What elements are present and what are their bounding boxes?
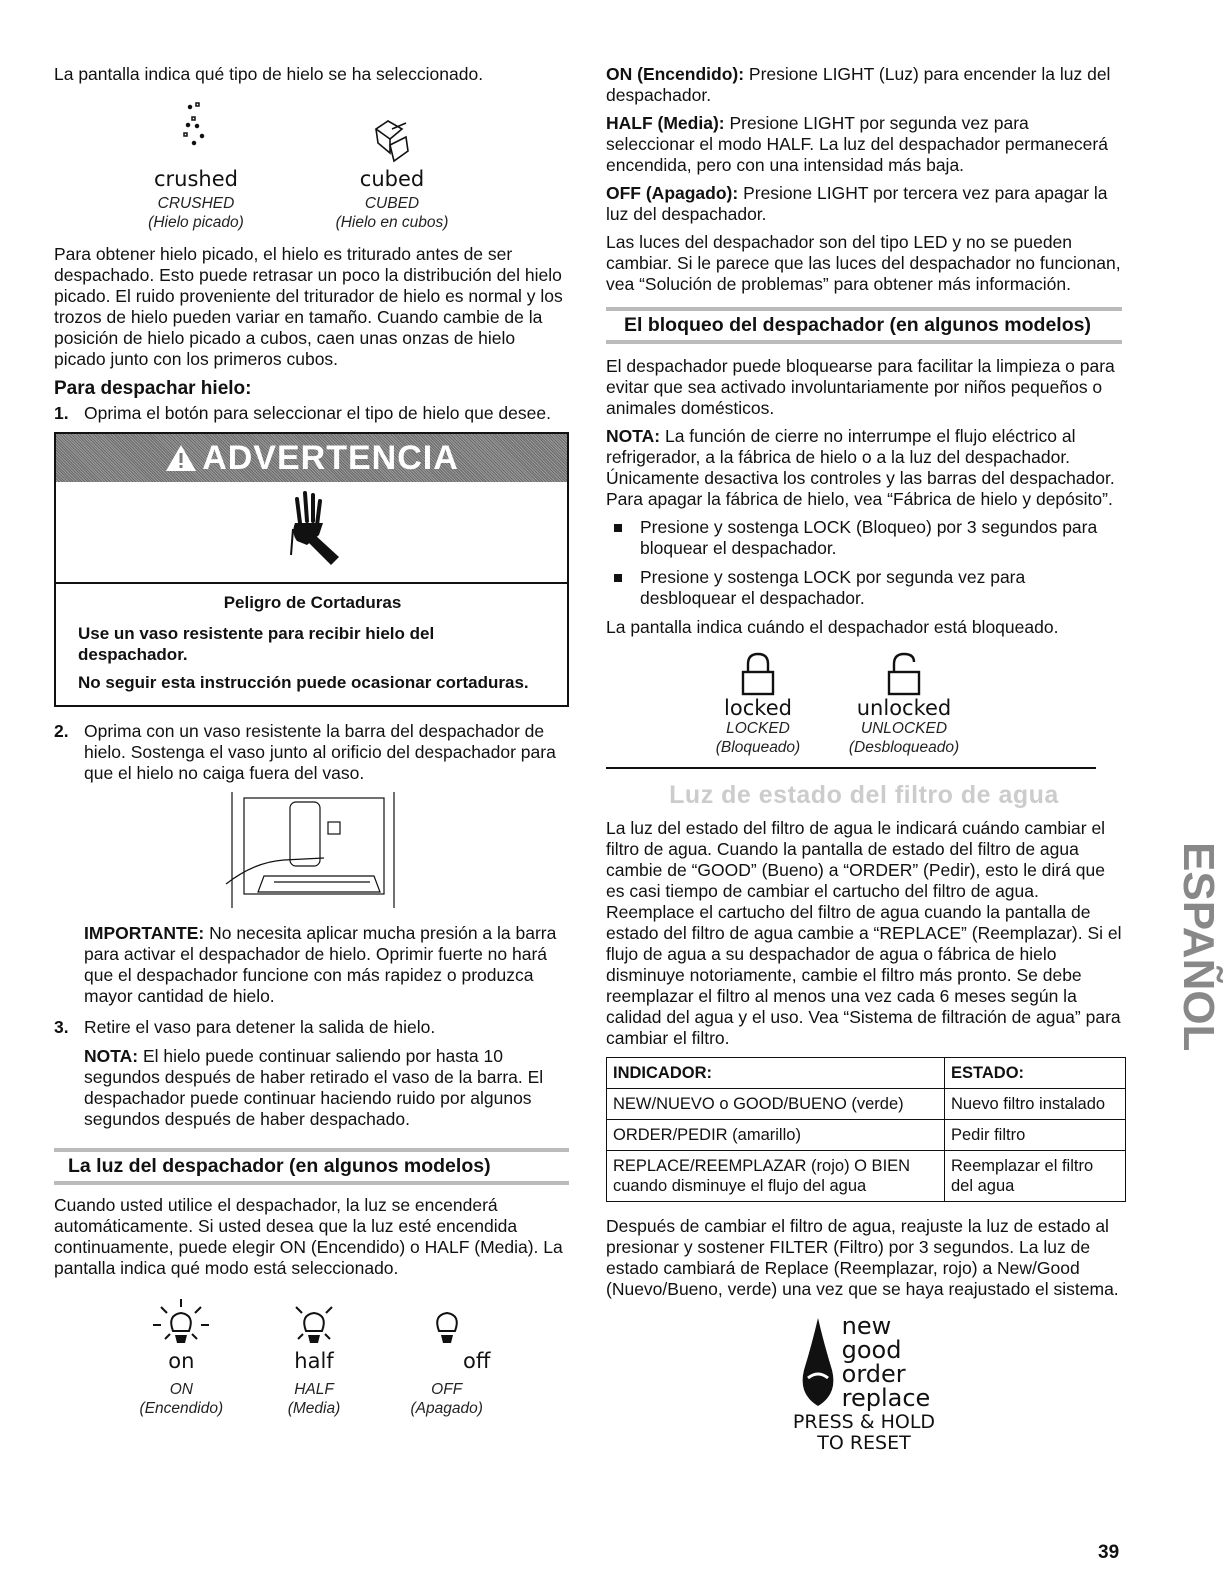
warning-title: ADVERTENCIA [202,438,459,477]
unlocked-icon [884,650,924,698]
table-cell: REPLACE/REEMPLAZAR (rojo) O BIEN cuando disminuye el flujo del agua [607,1151,945,1202]
locked-icon [738,650,778,698]
light-half-label: half [294,1349,334,1373]
ice-icons [124,99,464,232]
step-3 [54,1017,569,1038]
reset-paragraph: Después de cambiar el filtro de agua, reajuste la luz de estado al presionar y sostener FILTER (Filtro) por 3 segundos. La luz de estado cambiará de Replace (Reemplazar, rojo) a New/Good (Nuevo/Bueno, verde) una vez que se haya reajustado el sistema. [606,1216,1119,1299]
off-paragraph [606,183,1122,225]
filter-title: Luz de estado del filtro de agua [669,781,1059,809]
filter-drop-icon [798,1314,838,1410]
lock-note [606,426,1122,510]
important-text: No necesita aplicar mucha presión a la barra para activar el despachador de hielo. Oprimir fuerte no hará que el despachador funcione con más rapidez o produzca mayor cantidad de hielo. [84,923,557,1006]
lock-bullet-2-text: Presione y sostenga LOCK por segunda vez para desbloquear el despachador. [640,567,1026,608]
lock-icons [646,650,1026,757]
warning-hazard: Peligro de Cortaduras [223,593,402,612]
left-column [54,64,569,1418]
table-row [607,1089,1126,1120]
light-off-caption: OFF [431,1381,463,1398]
step-3-text: Retire el vaso para detener la salida de hielo. [84,1017,436,1037]
crushed-label: crushed [154,167,238,191]
crushed-sub: (Hielo picado) [148,214,244,231]
section-divider [606,767,1096,769]
table-header-indicator: INDICADOR: [607,1058,945,1089]
dispense-heading: Para despachar hielo: [54,378,252,399]
light-heading: La luz del despachador (en algunos modelos) [54,1148,569,1185]
light-off-label: off [463,1349,491,1373]
warning-line-1: Use un vaso resistente para recibir hielo del despachador. [78,624,435,664]
locked-caption: LOCKED [726,720,790,737]
page-number: 39 [1098,1542,1120,1563]
table-cell: ORDER/PEDIR (amarillo) [607,1120,945,1151]
light-half-display [267,1297,362,1418]
half-label: HALF (Media): [606,113,725,133]
ice-intro: La pantalla indica qué tipo de hielo se ha seleccionado. [54,64,484,84]
half-paragraph [606,113,1122,176]
note-text: El hielo puede continuar saliendo por hasta 10 segundos después de haber retirado el vaso de la barra. El despachador puede continuar haciendo ruido por algunos segundos después de haber despachado. [84,1046,544,1129]
table-cell: NEW/NUEVO o GOOD/BUENO (verde) [607,1089,945,1120]
lock-bullet-1-text: Presione y sostenga LOCK (Bloqueo) por 3 segundos para bloquear el despachador. [640,517,1098,558]
unlocked-sub: (Desbloqueado) [848,739,960,756]
filter-states [842,1314,931,1410]
note-label: NOTA: [84,1046,139,1066]
important-label: IMPORTANTE: [84,923,205,943]
warning-body [56,584,567,705]
step-1 [54,403,569,424]
side-tab-text: ESPAÑOL [1174,842,1223,1052]
cubed-sub: (Hielo en cubos) [335,214,449,231]
step-3-number: 3. [54,1017,69,1037]
table-row [607,1120,1126,1151]
locked-sub: (Bloqueado) [715,739,801,756]
on-paragraph [606,64,1122,106]
light-off-sub: (Apagado) [410,1400,483,1417]
step-3-note [84,1046,569,1130]
light-icons [134,1297,494,1418]
warning-header [56,434,567,482]
lock-note-text: La función de cierre no interrumpe el flujo eléctrico al refrigerador, a la fábrica de hielo o a la luz del despachador. Únicamente desactiva los controles y las barras del despachador. Para apagar la fábrica de hielo, vea “Fábrica de hielo y depósito”. [606,426,1115,509]
lock-paragraph: El despachador puede bloquearse para facilitar la limpieza o para evitar que sea activado involuntariamente por niños pequeños o animales domésticos. [606,356,1115,418]
light-on-caption: ON [169,1381,193,1398]
cubed-ice-icon [362,99,422,169]
crushed-caption: CRUSHED [157,195,235,212]
led-paragraph: Las luces del despachador son del tipo LED y no se pueden cambiar. Si le parece que las luces del despachador no funcionan, vea “Solución de problemas” para obtener más información. [606,232,1121,294]
reset-instruction [793,1412,935,1454]
step-2 [54,721,569,784]
warning-box [54,432,569,707]
table-header-row [607,1058,1126,1089]
warning-line-2: No seguir esta instrucción puede ocasionar cortaduras. [78,673,529,692]
crushed-display [124,99,268,232]
on-text: Presione LIGHT (Luz) para encender la luz del despachador. [606,64,1111,105]
locked-label: locked [724,696,792,720]
filter-reset-display [606,1314,1122,1454]
reset-line-1: PRESS & HOLD [792,1411,936,1433]
bullet-square-icon [614,524,622,532]
filter-state-order: order [841,1360,906,1388]
filter-paragraph: La luz del estado del filtro de agua le indicará cuándo cambiar el filtro de agua. Cuando la pantalla de estado del filtro de agua cambie de “GOOD” (Bueno) a “ORDER” (Pedir), esto le dirá que es casi tiempo de cambiar el cartucho del filtro de agua. Reemplace el cartucho del filtro de agua cuando la pantalla de estado del filtro de agua cambie a “REPLACE” (Reemplazar). Si el flujo de agua a su despachador de agua o fábrica de hielo disminuye notoriamente, cambie el filtro más pronto. Se debe reemplazar el filtro al menos una vez cada 6 meses según la calidad del agua y el uso. Vea “Sistema de filtración de agua” para cambiar el filtro. [606,818,1122,1048]
off-text: Presione LIGHT por tercera vez para apagar la luz del despachador. [606,183,1108,224]
lock-bullet-1 [606,517,1122,559]
light-paragraph: Cuando usted utilice el despachador, la luz se encenderá automáticamente. Si usted desea que la luz esté encendida continuamente, puede elegir ON (Encendido) o HALF (Media). La pantalla indica qué modo está seleccionado. [54,1195,563,1278]
cut-hazard-figure [56,482,567,584]
crushed-ice-icon [166,99,226,169]
filter-state-new: new [841,1312,892,1340]
light-on-icon [151,1297,211,1351]
light-half-icon [284,1297,344,1351]
light-off-icon [417,1297,477,1351]
unlocked-caption: UNLOCKED [860,720,948,737]
filter-status-table [606,1057,1126,1202]
on-label: ON (Encendido): [606,64,745,84]
off-label: OFF (Apagado): [606,183,739,203]
light-on-sub: (Encendido) [139,1400,224,1417]
bullet-square-icon [614,574,622,582]
warning-triangle-icon [164,443,198,473]
table-cell: Nuevo filtro instalado [945,1089,1126,1120]
glass-figure [224,792,569,915]
table-header-status: ESTADO: [945,1058,1126,1089]
light-half-caption: HALF [294,1381,334,1398]
table-row [607,1151,1126,1202]
reset-line-2: TO RESET [817,1432,911,1454]
half-text: Presione LIGHT por segunda vez para seleccionar el modo HALF. La luz del despachador permanecerá encendida, pero con una intensidad más baja. [606,113,1108,175]
important-paragraph [84,923,569,1007]
cubed-caption: CUBED [364,195,420,212]
unlocked-display [839,650,969,757]
filter-reset-group [793,1314,935,1454]
language-side-tab [1150,838,1223,1058]
light-off-display [399,1297,494,1418]
step-1-number: 1. [54,403,69,423]
side-tab-svg [1150,838,1223,1058]
lock-bullet-2 [606,567,1122,609]
filter-state-replace: replace [841,1384,931,1412]
step-2-number: 2. [54,721,69,741]
cut-hand-icon [267,489,357,575]
table-cell: Pedir filtro [945,1120,1126,1151]
glass-dispenser-illustration [224,792,404,910]
filter-state-stack [798,1314,931,1410]
locked-display [703,650,813,757]
lock-display-paragraph: La pantalla indica cuándo el despachador está bloqueado. [606,617,1059,637]
unlocked-label: unlocked [856,696,952,720]
crushed-paragraph: Para obtener hielo picado, el hielo es triturado antes de ser despachado. Esto puede retrasar un poco la distribución del hielo picado. El ruido proveniente del triturador de hielo es normal y los trozos de hielo pueden variar en tamaño. Cuando cambie de la posición de hielo picado a cubos, caen unas onzas de hielo picado junto con los primeros cubos. [54,244,563,369]
light-on-display [134,1297,229,1418]
light-on-label: on [168,1349,195,1373]
cubed-label: cubed [359,167,425,191]
lock-note-label: NOTA: [606,426,661,446]
step-2-text: Oprima con un vaso resistente la barra del despachador de hielo. Sostenga el vaso junto al orificio del despachador para que el hielo no caiga fuera del vaso. [84,721,556,783]
cubed-display [320,99,464,232]
table-cell: Reemplazar el filtro del agua [945,1151,1126,1202]
step-1-text: Oprima el botón para seleccionar el tipo de hielo que desee. [84,403,551,423]
right-column [606,64,1122,1454]
lock-heading: El bloqueo del despachador (en algunos modelos) [606,307,1122,344]
filter-state-good: good [841,1336,902,1364]
light-half-sub: (Media) [287,1400,341,1417]
